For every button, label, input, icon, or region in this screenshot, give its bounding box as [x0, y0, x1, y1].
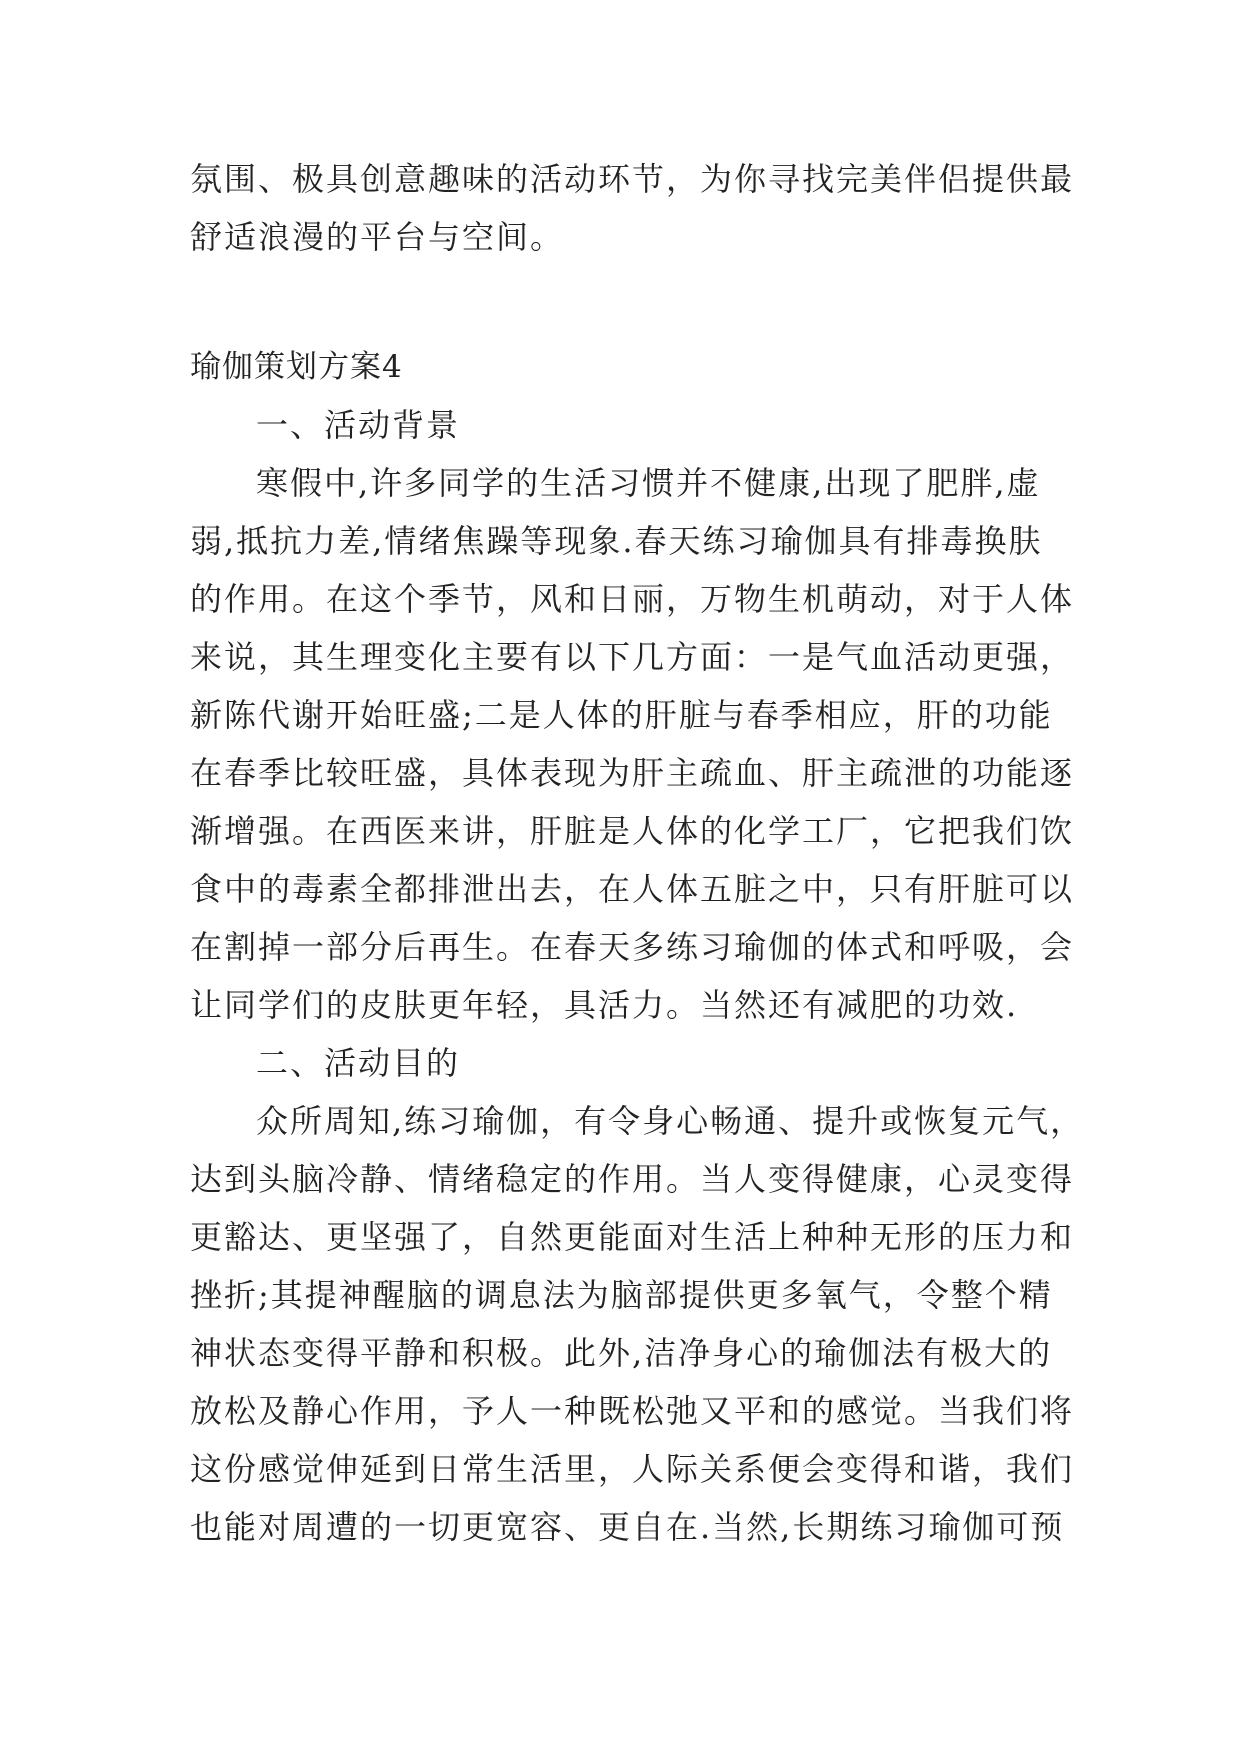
section-title: 瑜伽策划方案4	[190, 349, 403, 385]
background-line: 来说，其生理变化主要有以下几方面：一是气血活动更强，	[190, 638, 1075, 676]
background-line: 的作用。在这个季节，风和日丽，万物生机萌动，对于人体	[190, 580, 1075, 618]
background-line: 食中的毒素全都排泄出去，在人体五脏之中，只有肝脏可以	[190, 870, 1075, 908]
purpose-line: 这份感觉伸延到日常生活里，人际关系便会变得和谐，我们	[190, 1450, 1075, 1488]
purpose-line: 神状态变得平静和积极。此外,洁净身心的瑜伽法有极大的	[190, 1334, 1053, 1372]
background-line: 渐增强。在西医来讲，肝脏是人体的化学工厂，它把我们饮	[190, 812, 1075, 850]
paragraph-gap	[190, 266, 1060, 338]
background-heading: 一、活动背景	[256, 406, 461, 444]
background-line: 新陈代谢开始旺盛;二是人体的肝脏与春季相应，肝的功能	[190, 696, 1053, 734]
background-line: 弱,抵抗力差,情绪焦躁等现象.春天练习瑜伽具有排毒换肤	[190, 522, 1043, 560]
purpose-heading: 二、活动目的	[256, 1044, 461, 1082]
purpose-line: 众所周知,练习瑜伽，有令身心畅通、提升或恢复元气，	[256, 1102, 1085, 1140]
background-line: 寒假中,许多同学的生活习惯并不健康,出现了肥胖,虚	[256, 464, 1041, 502]
intro-line: 舒适浪漫的平台与空间。	[190, 218, 565, 256]
intro-line: 氛围、极具创意趣味的活动环节，为你寻找完美伴侣提供最	[190, 160, 1075, 198]
purpose-line: 挫折;其提神醒脑的调息法为脑部提供更多氧气，令整个精	[190, 1276, 1053, 1314]
purpose-line: 更豁达、更坚强了，自然更能面对生活上种种无形的压力和	[190, 1218, 1075, 1256]
purpose-line: 达到头脑冷静、情绪稳定的作用。当人变得健康，心灵变得	[190, 1160, 1075, 1198]
background-line: 在春季比较旺盛，具体表现为肝主疏血、肝主疏泄的功能逐	[190, 754, 1075, 792]
background-line: 在割掉一部分后再生。在春天多练习瑜伽的体式和呼吸，会	[190, 928, 1075, 966]
document-body	[190, 150, 1085, 1556]
background-line: 让同学们的皮肤更年轻，具活力。当然还有减肥的功效.	[190, 986, 1019, 1024]
purpose-line: 放松及静心作用，予人一种既松弛又平和的感觉。当我们将	[190, 1392, 1075, 1430]
purpose-line: 也能对周遭的一切更宽容、更自在.当然,长期练习瑜伽可预	[190, 1508, 1065, 1546]
